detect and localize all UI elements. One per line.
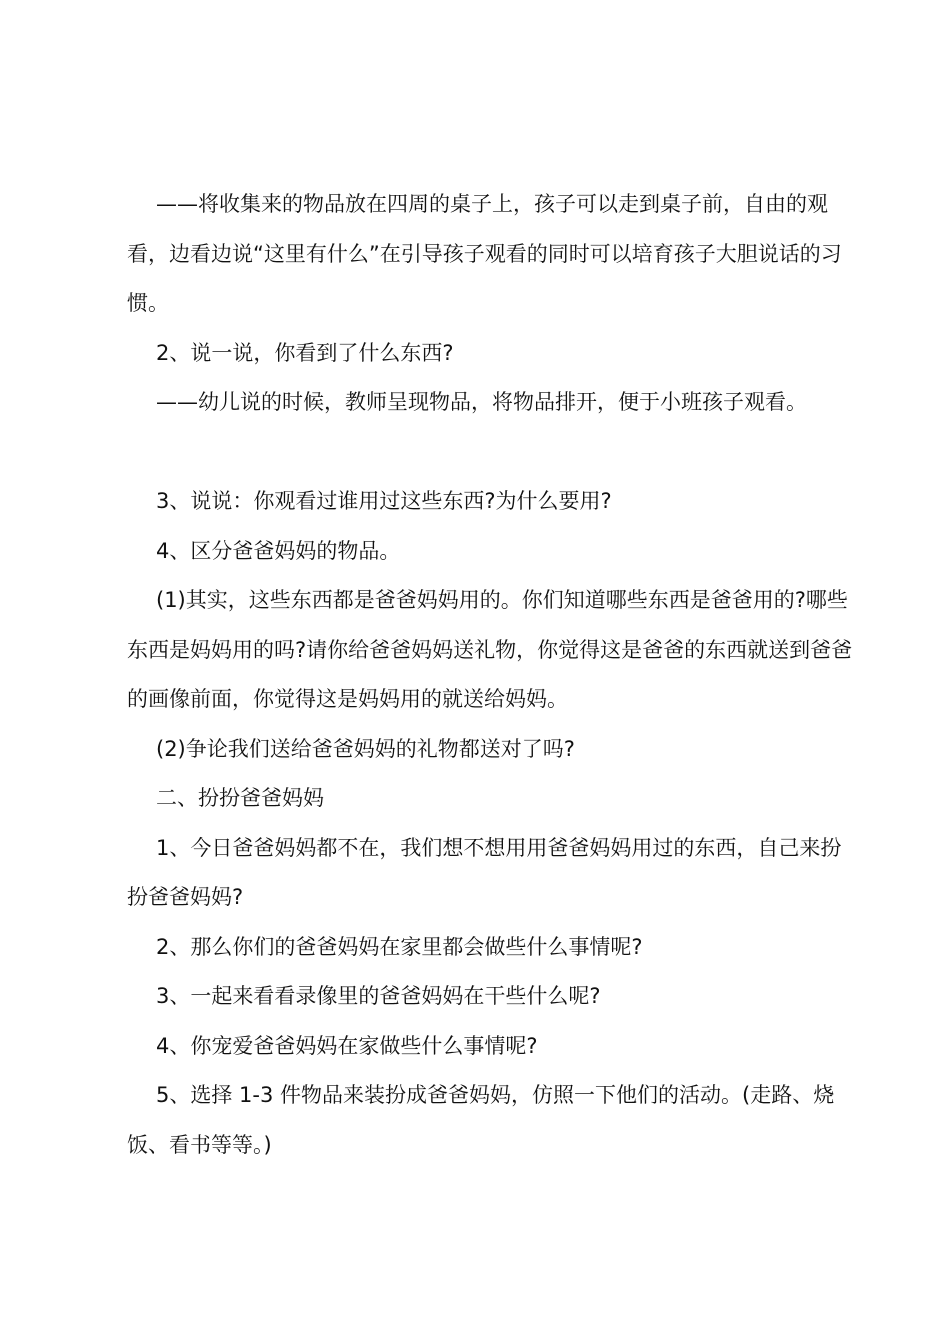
paragraph-section2-step-2: 2、那么你们的爸爸妈妈在家里都会做些什么事情呢? — [156, 934, 643, 959]
paragraph-section2-step-1: 1、今日爸爸妈妈都不在，我们想不想用用爸爸妈妈用过的东西，自己来扮扮爸爸妈妈? — [127, 835, 842, 909]
paragraph-step-4: 4、区分爸爸妈妈的物品。 — [156, 538, 401, 563]
document-body — [127, 180, 862, 1170]
paragraph-section2-step-3: 3、一起来看看录像里的爸爸妈妈在干些什么呢? — [156, 984, 601, 1008]
paragraph-step-3: 3、说说：你观看过谁用过这些东西?为什么要用? — [156, 489, 612, 513]
paragraph-section2-step-5: 5、选择 1-3 件物品来装扮成爸爸妈妈，仿照一下他们的活动。(走路、烧饭、看书等等。) — [127, 1083, 835, 1157]
blank-line — [127, 428, 862, 478]
paragraph-step-2: 2、说一说，你看到了什么东西? — [156, 340, 454, 365]
paragraph-section2-step-4: 4、你宠爱爸爸妈妈在家做些什么事情呢? — [156, 1033, 538, 1058]
paragraph-collect-items: ——将收集来的物品放在四周的桌子上，孩子可以走到桌子前，自由的观看，边看边说“这里有什么”在引导孩子观看的同时可以培育孩子大胆说话的习惯。 — [127, 192, 842, 315]
paragraph-substep-1: (1)其实，这些东西都是爸爸妈妈用的。你们知道哪些东西是爸爸用的?哪些东西是妈妈用的吗?请你给爸爸妈妈送礼物，你觉得这是爸爸的东西就送到爸爸的画像前面，你觉得这是妈妈用的就送给妈妈。 — [127, 588, 853, 711]
section-heading-2: 二、扮扮爸爸妈妈 — [156, 786, 324, 810]
paragraph-substep-2: (2)争论我们送给爸爸妈妈的礼物都送对了吗? — [156, 736, 575, 761]
paragraph-teacher-show: ——幼儿说的时候，教师呈现物品，将物品排开，便于小班孩子观看。 — [156, 390, 807, 414]
